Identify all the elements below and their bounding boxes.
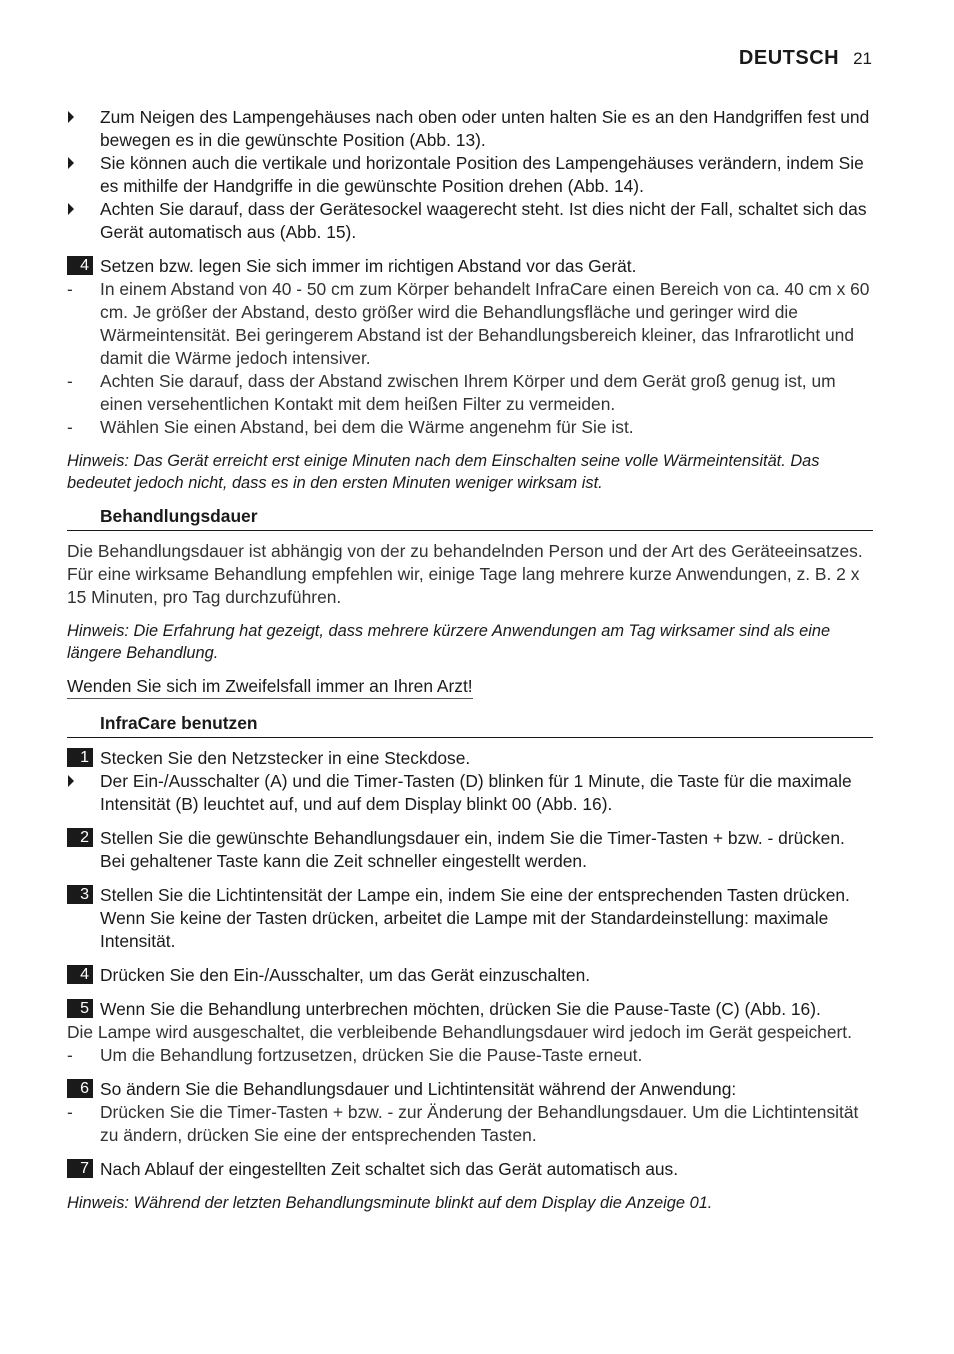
bullet-arrow-icon: [68, 203, 74, 215]
dash-item: [67, 370, 873, 416]
dash-marker: -: [67, 371, 73, 391]
dash-text: Achten Sie darauf, dass der Abstand zwischen Ihrem Körper und dem Gerät groß genug ist, um einen versehentlichen Kontakt mit dem heißen Filter zu vermeiden.: [100, 371, 836, 414]
step-item: [67, 1078, 873, 1101]
dash-marker: -: [67, 1102, 73, 1122]
section-heading-usage: InfraCare benutzen: [67, 712, 873, 738]
section-heading-duration: Behandlungsdauer: [67, 505, 873, 531]
note-text: Hinweis: Während der letzten Behandlungsminute blinkt auf dem Display die Anzeige 01.: [67, 1194, 713, 1212]
step-number-badge: 1: [67, 748, 93, 767]
step-item: [67, 1158, 873, 1181]
note-text: Hinweis: Das Gerät erreicht erst einige Minuten nach dem Einschalten seine volle Wärmeintensität. Das bedeutet jedoch nicht, dass es in den ersten Minuten weniger wirksam ist.: [67, 452, 820, 492]
bullet-text: Achten Sie darauf, dass der Gerätesockel waagerecht steht. Ist dies nicht der Fall, schaltet sich das Gerät automatisch aus (Abb. 15).: [100, 199, 867, 242]
step-text: Stellen Sie die Lichtintensität der Lampe ein, indem Sie eine der entsprechenden Tasten drücken. Wenn Sie keine der Tasten drücken, arbeitet die Lampe mit der Standardeinstellung: maximale Intensität.: [100, 885, 850, 951]
dash-item: [67, 1101, 873, 1147]
step-number-badge: 2: [67, 828, 93, 847]
step-item: [67, 747, 873, 770]
bullet-arrow-icon: [68, 775, 74, 787]
dash-text: In einem Abstand von 40 - 50 cm zum Körper behandelt InfraCare einen Bereich von ca. 40 cm x 60 cm. Je größer der Abstand, desto größer wird die Behandlungsfläche und geringer wird die Wärmeintensität. Bei geringerem Abstand ist der Behandlungsbereich kleiner, das Infrarotlicht und damit die Wärme jedoch intensiver.: [100, 279, 870, 368]
step-item: [67, 998, 873, 1021]
step-text: Stellen Sie die gewünschte Behandlungsdauer ein, indem Sie die Timer-Tasten + bzw. - drücken. Bei gehaltener Taste kann die Zeit schneller eingestellt werden.: [100, 828, 845, 871]
paragraph-pause: Die Lampe wird ausgeschaltet, die verbleibende Behandlungsdauer wird jedoch im Gerät gespeichert.: [67, 1022, 852, 1042]
step-number-badge: 4: [67, 256, 93, 275]
document-body: [67, 106, 873, 1214]
language-label: DEUTSCH: [738, 47, 840, 69]
bullet-item: [67, 152, 873, 198]
dash-item: [67, 278, 873, 370]
dash-text: Um die Behandlung fortzusetzen, drücken Sie die Pause-Taste erneut.: [100, 1045, 643, 1065]
step-number-badge: 4: [67, 965, 93, 984]
paragraph-duration: Die Behandlungsdauer ist abhängig von der zu behandelnden Person und der Art des Geräteeinsatzes. Für eine wirksame Behandlung empfehlen wir, einige Tage lang mehrere kurze Anwendungen, z. B. 2 x 15 Minuten, pro Tag durchzuführen.: [67, 541, 863, 607]
note-text: Hinweis: Die Erfahrung hat gezeigt, dass mehrere kürzere Anwendungen am Tag wirksamer sind als eine längere Behandlung.: [67, 622, 831, 662]
step-number-badge: 5: [67, 999, 93, 1018]
step-item: [67, 827, 873, 873]
step-number-badge: 3: [67, 885, 93, 904]
step-text: So ändern Sie die Behandlungsdauer und Lichtintensität während der Anwendung:: [100, 1079, 737, 1099]
dash-text: Wählen Sie einen Abstand, bei dem die Wärme angenehm für Sie ist.: [100, 417, 634, 437]
bullet-arrow-icon: [68, 157, 74, 169]
bullet-text: Sie können auch die vertikale und horizontale Position des Lampengehäuses verändern, indem Sie es mithilfe der Handgriffe in die gewünschte Position drehen (Abb. 14).: [100, 153, 864, 196]
bullet-text: Der Ein-/Ausschalter (A) und die Timer-Tasten (D) blinken für 1 Minute, die Taste für die maximale Intensität (B) leuchtet auf, und auf dem Display blinkt 00 (Abb. 16).: [100, 771, 852, 814]
step-number-badge: 7: [67, 1159, 93, 1178]
step-item: [67, 255, 873, 278]
page-number: 21: [853, 49, 872, 68]
bullet-arrow-icon: [68, 111, 74, 123]
dash-marker: -: [67, 1045, 73, 1065]
step-item: [67, 884, 873, 953]
step-number-badge: 6: [67, 1079, 93, 1098]
dash-marker: -: [67, 417, 73, 437]
step-text: Nach Ablauf der eingestellten Zeit schaltet sich das Gerät automatisch aus.: [100, 1159, 679, 1179]
bullet-item: [67, 198, 873, 244]
dash-marker: -: [67, 279, 73, 299]
dash-item: [67, 416, 873, 439]
step-text: Stecken Sie den Netzstecker in eine Steckdose.: [100, 748, 471, 768]
bullet-item: [67, 106, 873, 152]
doctor-advice-text: Wenden Sie sich im Zweifelsfall immer an Ihren Arzt!: [67, 675, 473, 699]
dash-text: Drücken Sie die Timer-Tasten + bzw. - zur Änderung der Behandlungsdauer. Um die Lichtintensität zu ändern, drücken Sie eine der entsprechenden Tasten.: [100, 1102, 859, 1145]
step-text: Drücken Sie den Ein-/Ausschalter, um das Gerät einzuschalten.: [100, 965, 591, 985]
dash-item: [67, 1044, 873, 1067]
step-text: Setzen bzw. legen Sie sich immer im richtigen Abstand vor das Gerät.: [100, 256, 637, 276]
step-text: Wenn Sie die Behandlung unterbrechen möchten, drücken Sie die Pause-Taste (C) (Abb. 16).: [100, 999, 821, 1019]
page-header: [739, 47, 872, 70]
step-item: [67, 964, 873, 987]
bullet-item: [67, 770, 873, 816]
bullet-text: Zum Neigen des Lampengehäuses nach oben oder unten halten Sie es an den Handgriffen fest und bewegen es in die gewünschte Position (Abb. 13).: [100, 107, 870, 150]
